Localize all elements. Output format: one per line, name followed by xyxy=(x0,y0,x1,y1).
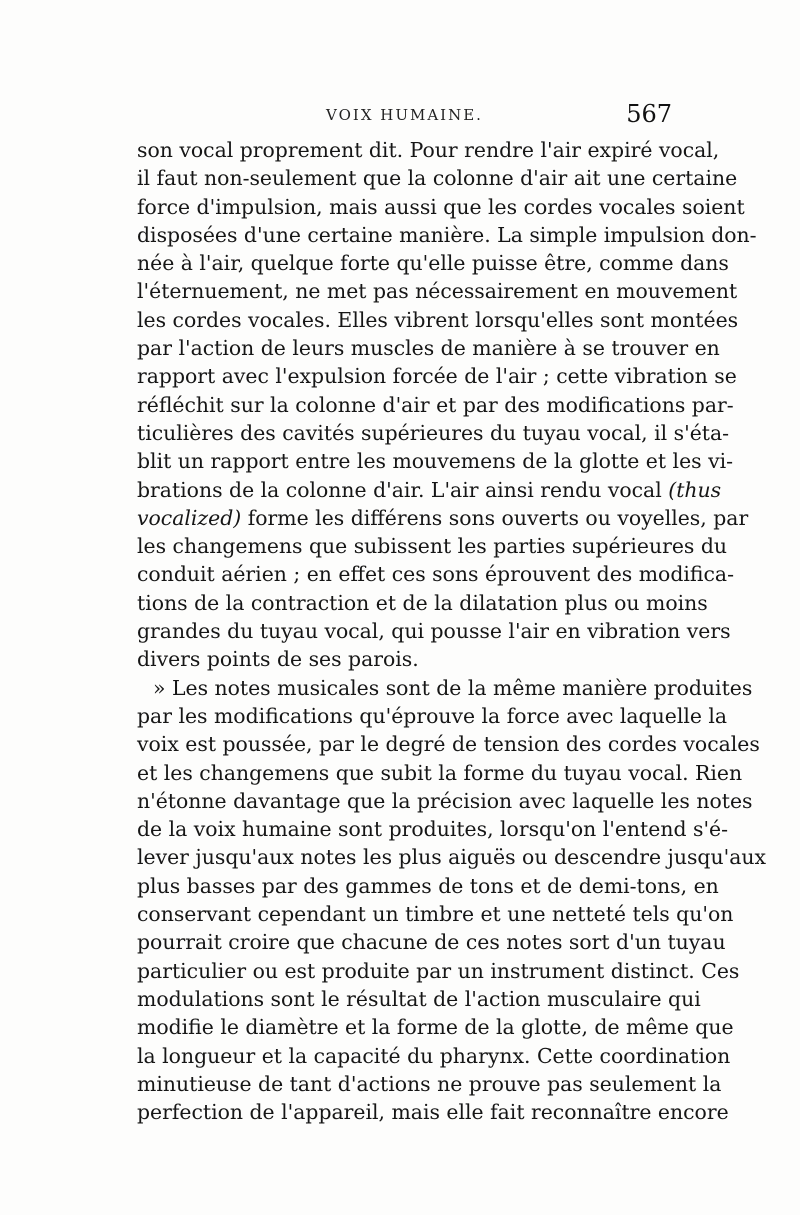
page-header xyxy=(137,100,672,140)
text-line: divers points de ses parois. xyxy=(137,647,419,672)
text-line: née à l'air, quelque forte qu'elle puisse être, comme dans xyxy=(137,251,729,276)
text-line: par l'action de leurs muscles de manière à se trouver en xyxy=(137,336,720,361)
italic-phrase: vocalized) xyxy=(137,505,242,530)
text-line: n'étonne davantage que la précision avec laquelle les notes xyxy=(137,788,753,813)
text-line: rapport avec l'expulsion forcée de l'air ; cette vibration se xyxy=(137,364,737,389)
text-line: grandes du tuyau vocal, qui pousse l'air en vibration vers xyxy=(137,619,731,644)
text-fragment: forme les différens sons ouverts ou voyelles, par xyxy=(247,505,749,530)
text-line xyxy=(137,476,722,504)
text-line: conservant cependant un timbre et une netteté tels qu'on xyxy=(137,902,734,927)
text-line: par les modifications qu'éprouve la force avec laquelle la xyxy=(137,703,728,728)
text-line: minutieuse de tant d'actions ne prouve pas seulement la xyxy=(137,1071,722,1096)
text-line: voix est poussée, par le degré de tension des cordes vocales xyxy=(137,732,760,757)
text-line: lever jusqu'aux notes les plus aiguës ou descendre jusqu'aux xyxy=(137,845,767,870)
text-line: pourrait croire que chacune de ces notes sort d'un tuyau xyxy=(137,930,726,955)
text-line: les changemens que subissent les parties supérieures du xyxy=(137,534,728,559)
running-head: VOIX HUMAINE. xyxy=(326,106,483,124)
text-line: les cordes vocales. Elles vibrent lorsqu'elles sont montées xyxy=(137,307,739,332)
text-line: l'éternuement, ne met pas nécessairement en mouvement xyxy=(137,279,738,304)
text-line: disposées d'une certaine manière. La simple impulsion don- xyxy=(137,222,757,247)
text-line: de la voix humaine sont produites, lorsqu'on l'entend s'é- xyxy=(137,817,729,842)
italic-phrase: (thus xyxy=(668,477,722,502)
text-line: perfection de l'appareil, mais elle fait reconnaître encore xyxy=(137,1100,729,1125)
text-line: plus basses par des gammes de tons et de demi-tons, en xyxy=(137,873,719,898)
text-line: particulier ou est produite par un instrument distinct. Ces xyxy=(137,958,740,983)
text-line: il faut non-seulement que la colonne d'air ait une certaine xyxy=(137,166,738,191)
text-line: ticulières des cavités supérieures du tuyau vocal, il s'éta- xyxy=(137,420,730,445)
page-number: 567 xyxy=(626,100,672,128)
text-line: tions de la contraction et de la dilatation plus ou moins xyxy=(137,590,708,615)
text-line: force d'impulsion, mais aussi que les cordes vocales soient xyxy=(137,194,745,219)
body-text xyxy=(137,136,767,1126)
text-line: son vocal proprement dit. Pour rendre l'air expiré vocal, xyxy=(137,138,720,162)
text-line: blit un rapport entre les mouvemens de la glotte et les vi- xyxy=(137,449,734,474)
text-line: et les changemens que subit la forme du tuyau vocal. Rien xyxy=(137,760,743,785)
text-line: modulations sont le résultat de l'action musculaire qui xyxy=(137,986,701,1011)
text-line: réfléchit sur la colonne d'air et par des modifications par- xyxy=(137,392,734,417)
text-line: modifie le diamètre et la forme de la glotte, de même que xyxy=(137,1015,734,1040)
text-line xyxy=(137,504,749,532)
paragraph-2 xyxy=(137,674,767,1127)
text-fragment: brations de la colonne d'air. L'air ainsi rendu vocal xyxy=(137,477,662,502)
text-line: » Les notes musicales sont de la même manière produites xyxy=(153,675,753,700)
text-line: conduit aérien ; en effet ces sons éprouvent des modifica- xyxy=(137,562,734,587)
text-line: la longueur et la capacité du pharynx. Cette coordination xyxy=(137,1043,731,1068)
paragraph-1 xyxy=(137,136,757,674)
